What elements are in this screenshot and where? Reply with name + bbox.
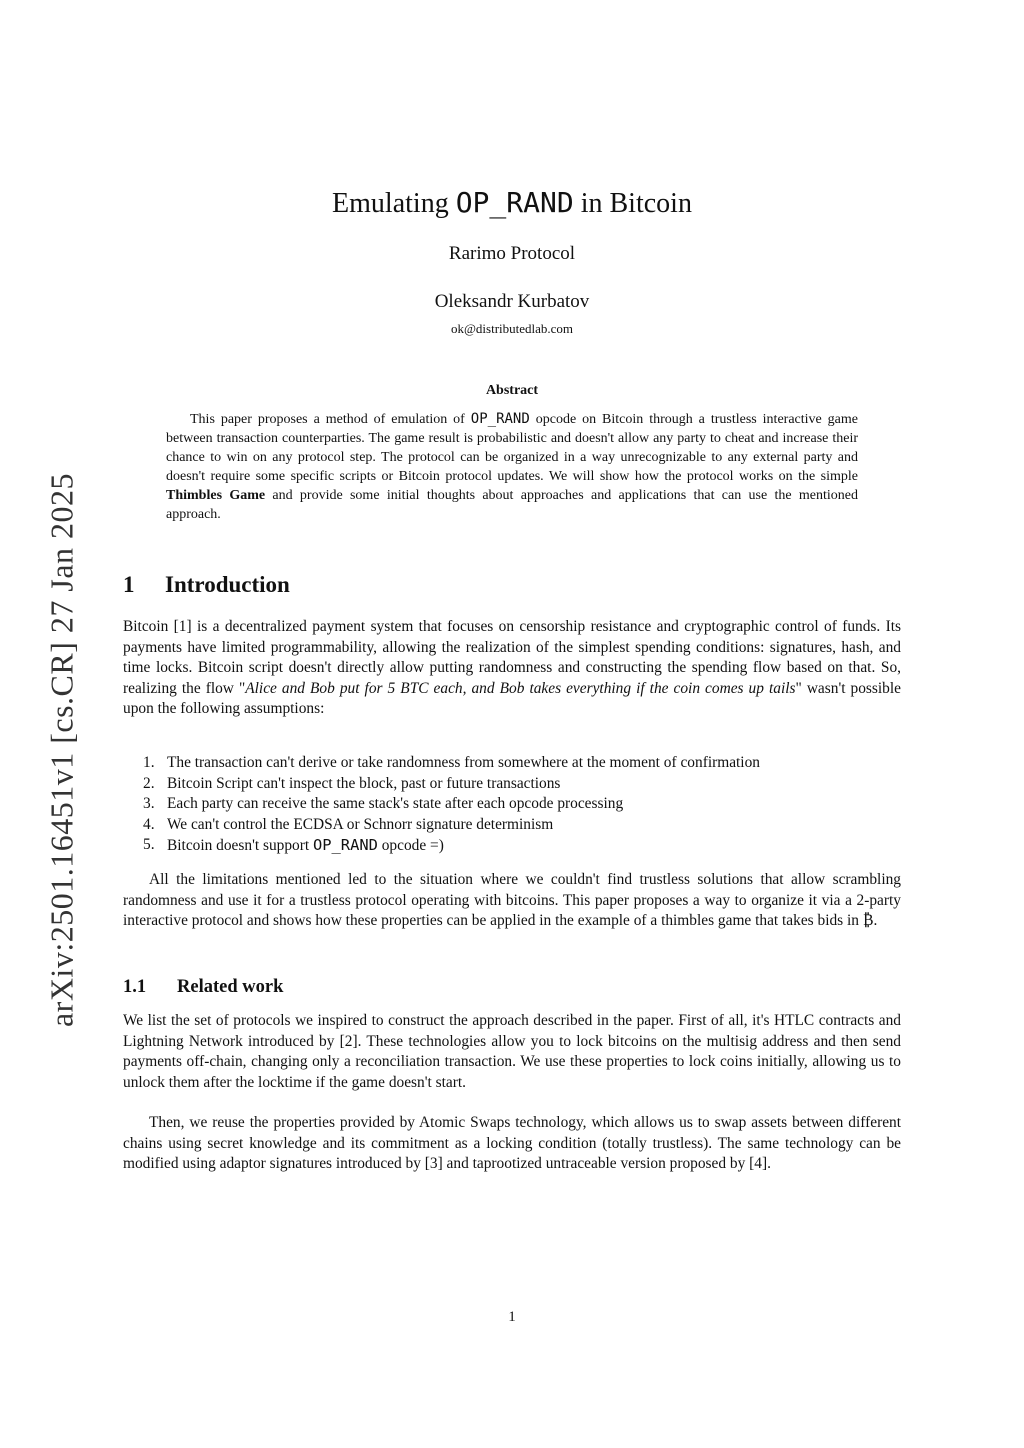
intro-p1-italic: Alice and Bob put for 5 BTC each, and Bob takes everything if the coin comes up tails [245,679,796,697]
section-number: 1 [123,572,135,597]
abstract-heading: Abstract [485,383,539,398]
abstract-text-1: This paper proposes a method of emulation of [190,412,471,427]
abstract-bold: Thimbles Game [166,488,266,503]
intro-paragraph-2: All the limitations mentioned led to the situation where we couldn't find trustless solutions that allow scrambling randomness and use it for a trustless protocol operating with bitcoins. This paper proposes a way to organize it via a 2-party interactive protocol and shows how these properties can be applied in the example of a thimbles game that takes bids in ₿. [123,871,901,929]
list-item-text-post: opcode =) [377,837,444,854]
list-marker: 4. [143,815,155,833]
affiliation: Rarimo Protocol [448,243,576,264]
list-item [143,753,760,774]
title-post: in Bitcoin [573,188,692,219]
intro-p1-text-2: " wasn't possible upon the following assumptions: [123,679,901,717]
title-pre: Emulating [332,188,456,219]
paper-title [0,186,1024,220]
list-marker: 1. [143,754,155,771]
subsection-heading-related-work [123,977,283,998]
list-item-text: Bitcoin Script can't inspect the block, past or future transactions [167,774,561,792]
list-item [143,774,760,795]
list-item-text-pre: Bitcoin doesn't support [167,837,313,854]
list-marker: 5. [143,836,155,853]
abstract-text-2: opcode on Bitcoin through a trustless interactive game between transaction counterparties. The game result is probabilistic and doesn't allow any party to cheat and increase their chance to win on any protocol step. The protocol can be organized in a way unrecognizable to any external party and doesn't require some specific scripts or Bitcoin protocol updates. We will show how the protocol works on the simple [166,412,858,484]
list-item [143,794,760,815]
author-name: Oleksandr Kurbatov [434,291,590,312]
intro-p1-text-1: Bitcoin [1] is a decentralized payment system that focuses on censorship resistance and cryptographic control of funds. Its payments have limited programmability, allowing the realization of the simplest spending conditions: signatures, hash, and time locks. Bitcoin script doesn't directly allow putting randomness and constructing the spending flow based on that. So, realizing the flow " [123,618,901,697]
assumptions-list [143,753,760,857]
title-code: OP_RAND [455,186,574,219]
list-item-text: The transaction can't derive or take randomness from somewhere at the moment of confirmation [167,754,760,771]
section-title: Introduction [165,572,290,597]
list-item [143,815,760,836]
abstract-text-3: and provide some initial thoughts about approaches and applications that can use the mentioned approach. [166,488,859,522]
list-item-code: OP_RAND [313,836,378,854]
abstract-code: OP_RAND [470,411,530,427]
author-email: ok@distributedlab.com [450,321,574,336]
list-item [143,835,760,857]
subsection-number: 1.1 [123,977,147,997]
intro-paragraph-1 [123,617,901,720]
arxiv-side-stamp: arXiv:2501.16451v1 [cs.CR] 27 Jan 2025 [43,472,80,1028]
page-number: 1 [508,1309,516,1325]
subsection-title: Related work [177,977,284,997]
list-item-text: Each party can receive the same stack's state after each opcode processing [167,795,624,812]
abstract-body [166,410,858,524]
list-marker: 2. [143,774,155,792]
related-work-paragraph-1: We list the set of protocols we inspired to construct the approach described in the paper. First of all, it's HTLC contracts and Lightning Network introduced by [2]. These technologies allow you to lock bitcoins on the multisig address and then send payments off-chain, changing only a reconciliation transaction. We use these properties to lock coins initially, allowing us to unlock them after the locktime if the game doesn't start. [123,1012,901,1091]
list-item-text [167,835,444,857]
list-marker: 3. [143,795,155,812]
list-item-text: We can't control the ECDSA or Schnorr signature determinism [167,815,554,833]
related-work-paragraph-2: Then, we reuse the properties provided by Atomic Swaps technology, which allows us to swap assets between different chains using secret knowledge and its commitment as a locking condition (totally trustless). The same technology can be modified using adaptor signatures introduced by [3] and taprootized untraceable version proposed by [4]. [123,1114,901,1172]
section-heading-introduction [123,572,290,598]
